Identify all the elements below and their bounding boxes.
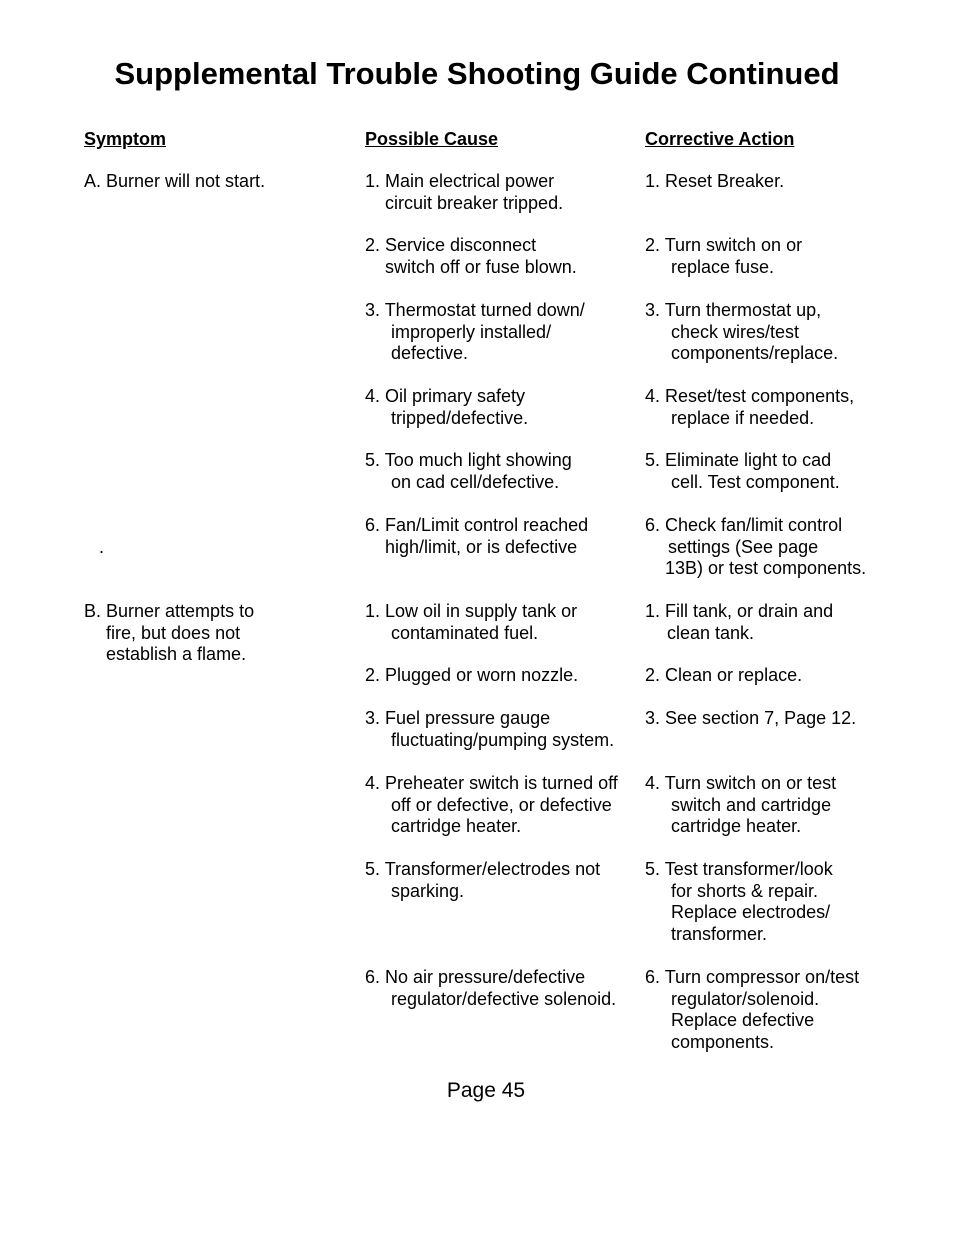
corrective-action-header: Corrective Action bbox=[645, 129, 795, 149]
cause-line: regulator/defective solenoid. bbox=[391, 988, 617, 1009]
action-line: replace if needed. bbox=[671, 407, 815, 428]
cause-line: 5. Too much light showing bbox=[365, 450, 572, 470]
cause-line: 6. No air pressure/defective bbox=[365, 967, 586, 987]
action-line: 2. Turn switch on or bbox=[645, 235, 803, 255]
cause-line: defective. bbox=[391, 343, 469, 364]
cause-line: 2. Plugged or worn nozzle. bbox=[365, 665, 579, 685]
action-line: 6. Check fan/limit control bbox=[645, 515, 843, 535]
cause-line: on cad cell/defective. bbox=[391, 471, 560, 492]
action-b1 bbox=[645, 601, 833, 644]
action-line: 6. Turn compressor on/test bbox=[645, 967, 860, 987]
symptom-header: Symptom bbox=[84, 129, 167, 149]
cause-a5 bbox=[365, 450, 572, 493]
action-line: replace fuse. bbox=[671, 256, 775, 277]
cause-line: 1. Main electrical power bbox=[365, 171, 555, 191]
cause-line: 6. Fan/Limit control reached bbox=[365, 515, 589, 535]
cause-a4 bbox=[365, 386, 528, 429]
cause-line: 5. Transformer/electrodes not bbox=[365, 859, 601, 879]
action-line: 3. Turn thermostat up, bbox=[645, 300, 822, 320]
action-line: settings (See page bbox=[668, 536, 819, 557]
action-line: 4. Turn switch on or test bbox=[645, 773, 837, 793]
action-line: 5. Test transformer/look bbox=[645, 859, 833, 879]
cause-a3 bbox=[365, 300, 585, 365]
cause-line: 2. Service disconnect bbox=[365, 235, 537, 255]
action-line: check wires/test bbox=[671, 321, 800, 342]
possible-cause-header: Possible Cause bbox=[365, 129, 499, 149]
cause-line: high/limit, or is defective bbox=[385, 536, 578, 557]
cause-line: improperly installed/ bbox=[391, 321, 552, 342]
symptom-a bbox=[84, 171, 265, 193]
action-line: 4. Reset/test components, bbox=[645, 386, 855, 406]
action-a5 bbox=[645, 450, 840, 493]
action-line: transformer. bbox=[671, 923, 768, 944]
action-line: regulator/solenoid. bbox=[671, 988, 820, 1009]
cause-b4 bbox=[365, 773, 618, 838]
action-a6 bbox=[645, 515, 866, 580]
cause-line: 3. Thermostat turned down/ bbox=[365, 300, 585, 320]
cause-line: 4. Preheater switch is turned off bbox=[365, 773, 618, 793]
action-b4 bbox=[645, 773, 836, 838]
action-line: 3. See section 7, Page 12. bbox=[645, 708, 857, 728]
action-a2 bbox=[645, 235, 802, 278]
cause-b2 bbox=[365, 665, 578, 687]
action-line: cell. Test component. bbox=[671, 471, 840, 492]
page-number: Page 45 bbox=[446, 1079, 526, 1102]
symptom-b-line: B. Burner attempts to bbox=[84, 601, 255, 621]
action-line: cartridge heater. bbox=[671, 816, 802, 837]
cause-line: sparking. bbox=[391, 880, 465, 901]
cause-a6 bbox=[365, 515, 588, 558]
action-line: for shorts & repair. bbox=[671, 880, 819, 901]
cause-line: 4. Oil primary safety bbox=[365, 386, 526, 406]
cause-a1 bbox=[365, 171, 563, 214]
action-line: 2. Clean or replace. bbox=[645, 665, 803, 685]
action-b6 bbox=[645, 967, 859, 1053]
action-line: 13B) or test components. bbox=[665, 558, 867, 579]
symptom-b-line: establish a flame. bbox=[106, 644, 247, 665]
action-line: 5. Eliminate light to cad bbox=[645, 450, 832, 470]
cause-line: switch off or fuse blown. bbox=[385, 256, 577, 277]
action-a3 bbox=[645, 300, 838, 365]
action-line: components/replace. bbox=[671, 343, 839, 364]
action-line: switch and cartridge bbox=[671, 794, 832, 815]
action-b5 bbox=[645, 859, 833, 945]
action-line: components. bbox=[671, 1031, 775, 1052]
cause-line: tripped/defective. bbox=[391, 407, 529, 428]
action-a4 bbox=[645, 386, 854, 429]
action-b2 bbox=[645, 665, 802, 687]
symptom-b-line: fire, but does not bbox=[106, 622, 241, 643]
stray-dot: . bbox=[99, 537, 105, 557]
cause-line: cartridge heater. bbox=[391, 816, 522, 837]
symptom-a-line: A. Burner will not start. bbox=[84, 171, 266, 191]
action-line: 1. Fill tank, or drain and bbox=[645, 601, 834, 621]
cause-a2 bbox=[365, 235, 577, 278]
cause-line: fluctuating/pumping system. bbox=[391, 729, 615, 750]
cause-b5 bbox=[365, 859, 600, 902]
cause-b6 bbox=[365, 967, 616, 1010]
action-line: 1. Reset Breaker. bbox=[645, 171, 785, 191]
cause-b1 bbox=[365, 601, 577, 644]
cause-line: contaminated fuel. bbox=[391, 622, 539, 643]
cause-line: 3. Fuel pressure gauge bbox=[365, 708, 551, 728]
action-line: Replace electrodes/ bbox=[671, 902, 831, 923]
symptom-b bbox=[84, 601, 254, 666]
cause-b3 bbox=[365, 708, 614, 751]
action-line: Replace defective bbox=[671, 1010, 815, 1031]
action-b3 bbox=[645, 708, 856, 730]
page-title: Supplemental Trouble Shooting Guide Continued bbox=[114, 56, 840, 91]
action-a1 bbox=[645, 171, 784, 193]
cause-line: 1. Low oil in supply tank or bbox=[365, 601, 578, 621]
cause-line: circuit breaker tripped. bbox=[385, 192, 564, 213]
action-line: clean tank. bbox=[667, 622, 755, 643]
cause-line: off or defective, or defective bbox=[391, 794, 612, 815]
